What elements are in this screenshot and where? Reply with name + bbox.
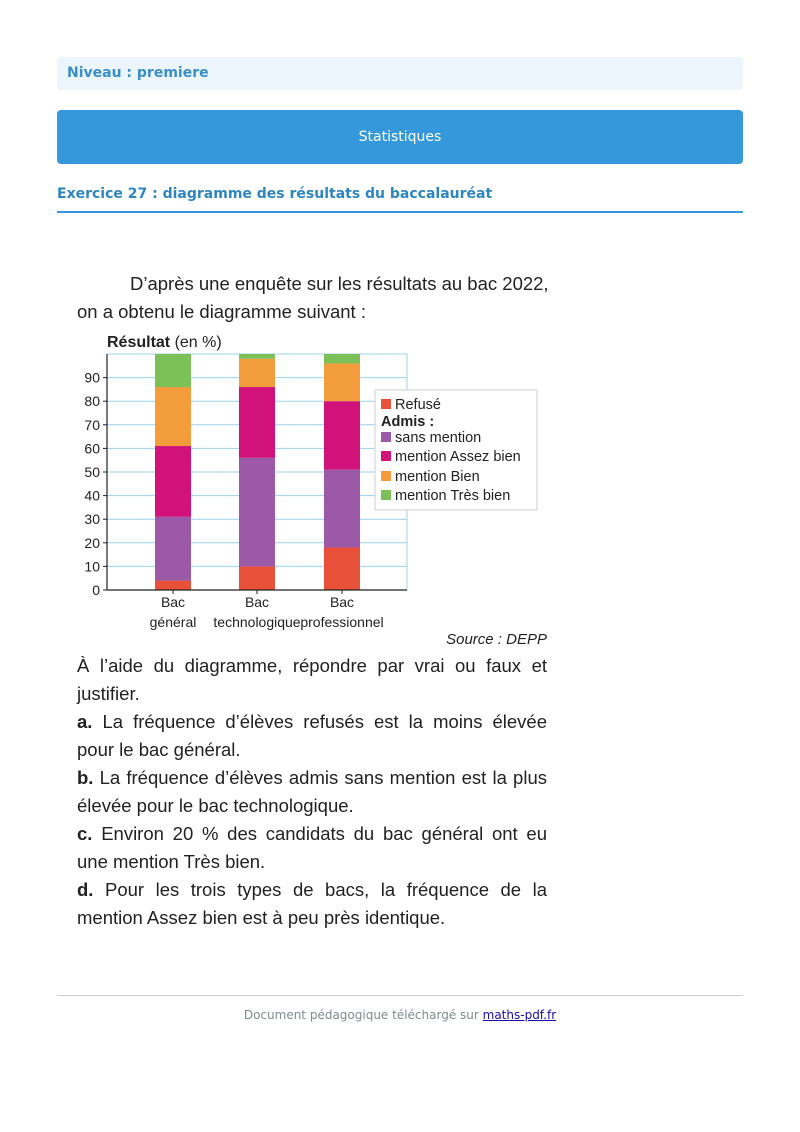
bar-segment (155, 446, 191, 517)
question-text: La fréquence d’élèves refusés est la moins élevée pour le bac général. (77, 711, 547, 760)
bar-segment (324, 548, 360, 590)
theme-banner (57, 110, 743, 164)
question-text: Environ 20 % des candidats du bac général ont eu une mention Très bien. (77, 823, 548, 872)
question-c (77, 820, 547, 876)
y-tick-label: 20 (84, 534, 100, 551)
question-letter: d. (77, 879, 94, 900)
y-tick-label: 60 (84, 440, 100, 457)
legend-header: Admis : (381, 414, 435, 430)
x-tick-label: Bac (160, 594, 186, 610)
y-tick-label: 40 (84, 487, 100, 504)
level-box (57, 57, 743, 90)
results-chart (77, 328, 552, 648)
footer (57, 1008, 743, 1022)
question-d (77, 876, 547, 932)
chart-source: Source : DEPP (446, 631, 547, 648)
bar-segment (155, 517, 191, 581)
bar-segment (155, 581, 191, 590)
theme-title: Statistiques (358, 129, 442, 145)
y-tick-label: 90 (84, 369, 100, 386)
x-tick-label: général (149, 614, 197, 630)
level-label: Niveau : premiere (67, 65, 209, 81)
intro-line-1: D’après une enquête sur les résultats au bac 2022, (130, 273, 549, 294)
legend-label: mention Très bien (395, 488, 511, 504)
y-tick-label: 80 (84, 393, 100, 410)
x-tick-label: professionnel (300, 614, 384, 630)
legend-swatch (381, 490, 391, 500)
y-tick-label: 10 (84, 558, 100, 575)
chart-title: Résultat (en %) (107, 334, 222, 351)
bar-segment (324, 470, 360, 548)
question-letter: a. (77, 711, 93, 732)
x-tick-label: technologique (213, 614, 301, 630)
y-tick-label: 70 (84, 416, 100, 433)
question-a (77, 708, 547, 764)
bar-segment (239, 458, 275, 567)
legend-swatch (381, 399, 391, 409)
intro-line-2: on a obtenu le diagramme suivant : (77, 301, 366, 322)
legend-swatch (381, 432, 391, 442)
legend-label: Refusé (395, 397, 441, 413)
footer-divider (57, 995, 743, 996)
legend-label: mention Bien (395, 469, 480, 485)
bar-segment (155, 387, 191, 446)
bar-segment (239, 354, 275, 359)
exercise-intro (77, 270, 552, 326)
footer-text: Document pédagogique téléchargé sur (243, 1008, 483, 1022)
question-text: Pour les trois types de bacs, la fréquence de la mention Assez bien est à peu près identique. (77, 879, 548, 928)
instruction: À l’aide du diagramme, répondre par vrai ou faux et justifier. (77, 655, 547, 704)
y-tick-label: 50 (84, 464, 100, 480)
question-b (77, 764, 547, 820)
bar-segment (239, 566, 275, 590)
bar-segment (155, 354, 191, 387)
question-text: La fréquence d’élèves admis sans mention est la plus élevée pour le bac technologique. (77, 767, 547, 816)
x-tick-label: Bac (329, 594, 355, 610)
y-tick-label: 30 (84, 511, 100, 528)
y-tick-label: 0 (92, 582, 100, 598)
bar-segment (239, 359, 275, 387)
legend-label: mention Assez bien (395, 449, 521, 465)
exercise-title: Exercice 27 : diagramme des résultats du baccalauréat (57, 186, 743, 213)
x-tick-label: Bac (244, 594, 270, 610)
stacked-bar-chart (77, 328, 552, 648)
exercise-content (77, 270, 552, 928)
questions (77, 652, 547, 932)
legend-swatch (381, 451, 391, 461)
question-letter: b. (77, 767, 94, 788)
legend-label: sans mention (395, 430, 482, 446)
bar-segment (324, 401, 360, 469)
footer-link[interactable]: maths-pdf.fr (482, 1008, 557, 1022)
legend-swatch (381, 471, 391, 481)
question-letter: c. (77, 823, 93, 844)
bar-segment (324, 363, 360, 401)
bar-segment (239, 387, 275, 458)
bar-segment (324, 354, 360, 363)
